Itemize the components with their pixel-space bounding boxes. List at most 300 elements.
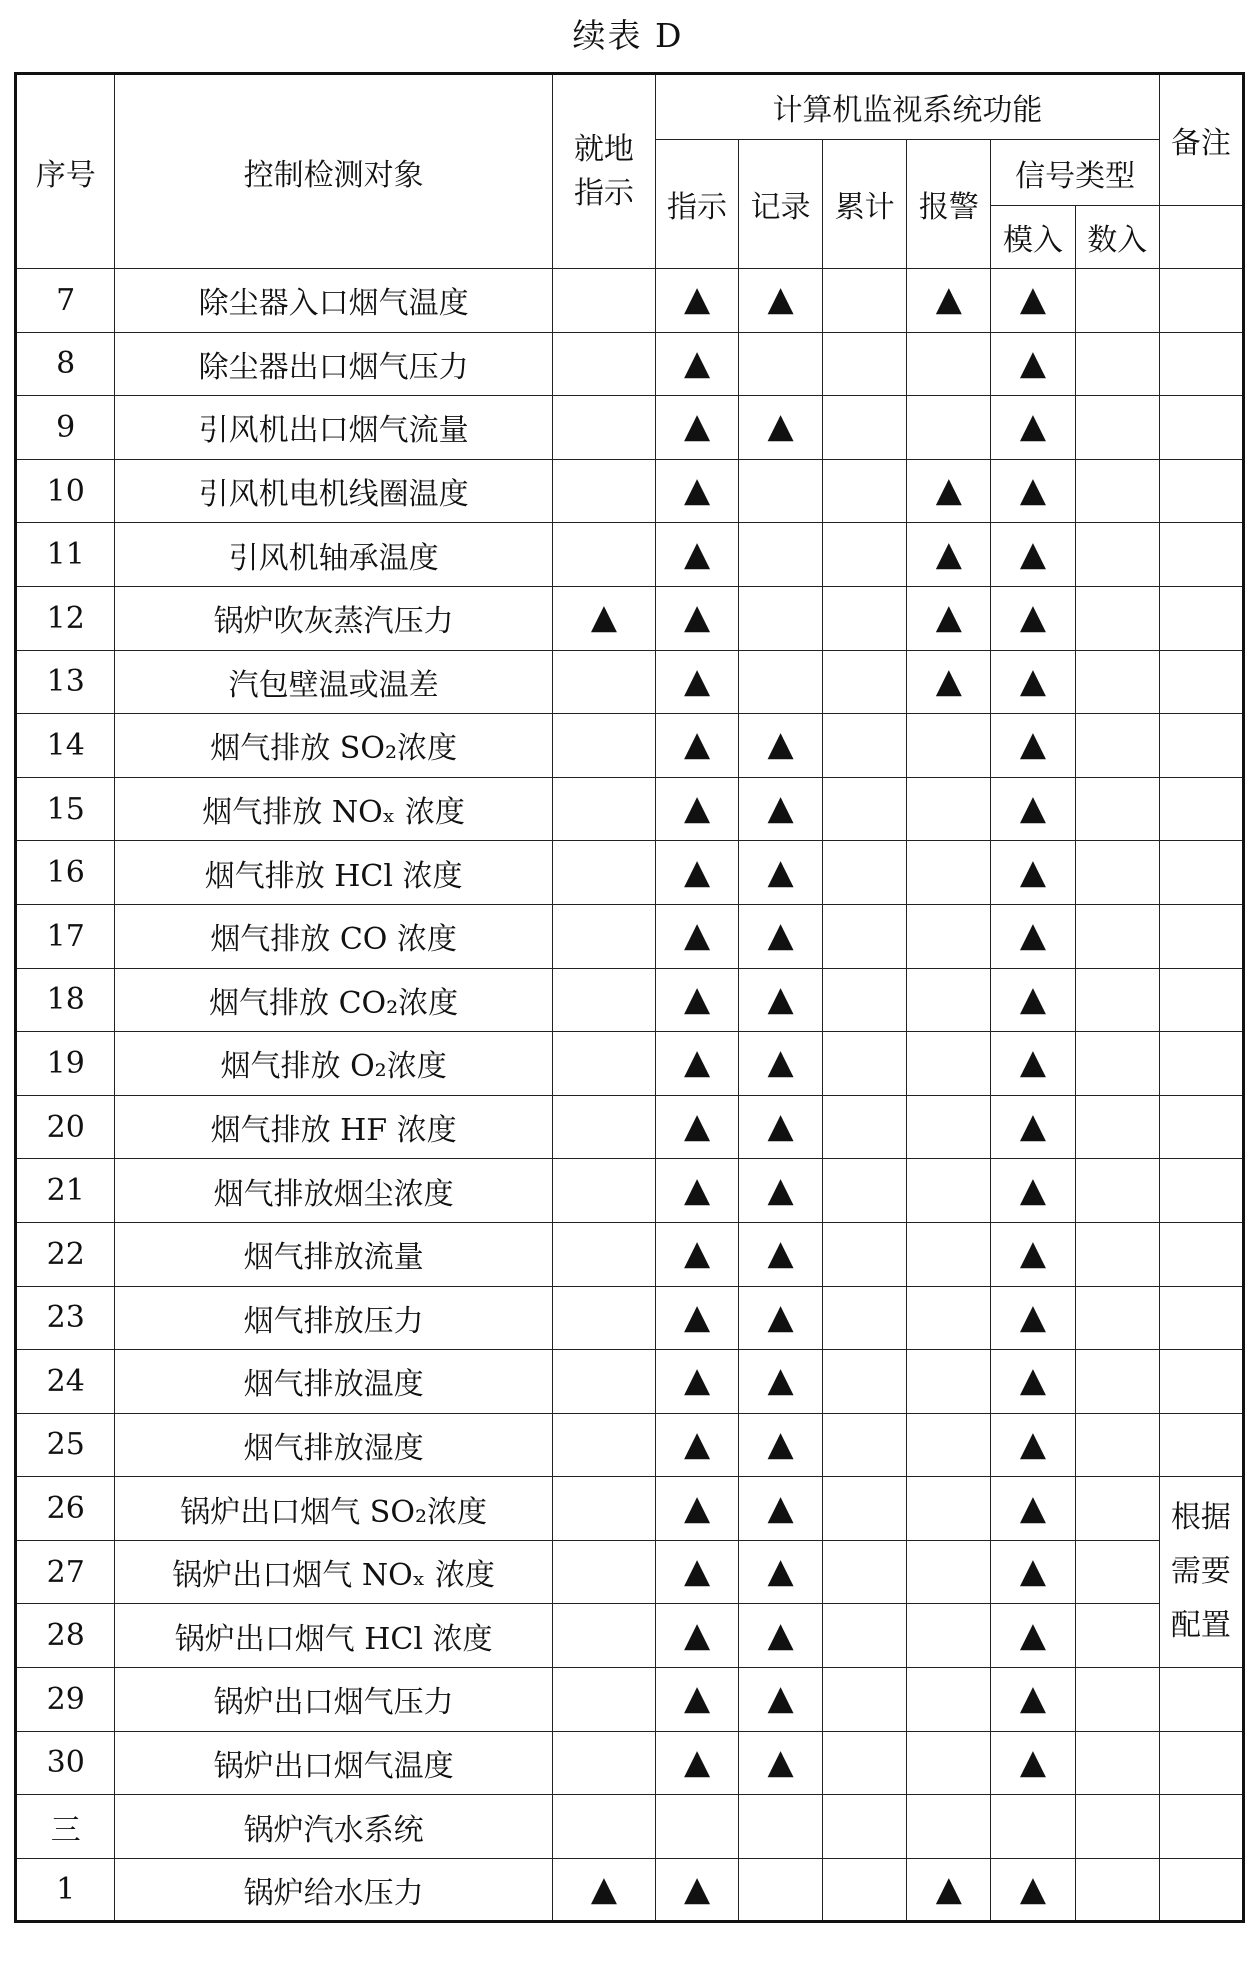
cell-alarm bbox=[907, 1413, 991, 1477]
cell-indicate bbox=[656, 1032, 739, 1096]
cell-alarm bbox=[907, 396, 991, 460]
cell-digital-input bbox=[1075, 396, 1159, 460]
table-row bbox=[16, 1731, 1244, 1795]
cell-local-indicate bbox=[552, 1159, 655, 1223]
header-signal-type: 信号类型 bbox=[991, 140, 1159, 206]
triangle-mark-icon: ▲ bbox=[935, 533, 962, 574]
row-object: 烟气排放 NOₓ 浓度 bbox=[115, 777, 552, 841]
cell-remark bbox=[1159, 459, 1243, 523]
table-row bbox=[16, 714, 1244, 778]
cell-record bbox=[738, 1477, 822, 1541]
cell-indicate bbox=[656, 1540, 739, 1604]
cell-analog-input bbox=[991, 1795, 1075, 1859]
cell-remark bbox=[1159, 332, 1243, 396]
cell-local-indicate bbox=[552, 777, 655, 841]
header-accumulate: 累计 bbox=[823, 140, 907, 269]
triangle-mark-icon: ▲ bbox=[767, 1296, 794, 1337]
cell-analog-input bbox=[991, 1032, 1075, 1096]
table-row bbox=[16, 1795, 1244, 1859]
cell-accumulate bbox=[823, 1858, 907, 1922]
row-object: 烟气排放烟尘浓度 bbox=[115, 1159, 552, 1223]
triangle-mark-icon: ▲ bbox=[1019, 1614, 1047, 1655]
cell-digital-input bbox=[1075, 777, 1159, 841]
cell-alarm bbox=[907, 968, 991, 1032]
triangle-mark-icon: ▲ bbox=[1019, 915, 1047, 956]
cell-indicate bbox=[656, 904, 739, 968]
triangle-mark-icon: ▲ bbox=[935, 279, 962, 320]
triangle-mark-icon: ▲ bbox=[767, 1169, 794, 1210]
cell-accumulate bbox=[823, 1159, 907, 1223]
triangle-mark-icon: ▲ bbox=[1019, 1169, 1047, 1210]
header-remark: 备注 bbox=[1159, 74, 1243, 206]
cell-alarm bbox=[907, 650, 991, 714]
cell-accumulate bbox=[823, 459, 907, 523]
cell-digital-input bbox=[1075, 714, 1159, 778]
cell-indicate bbox=[656, 332, 739, 396]
cell-record bbox=[738, 777, 822, 841]
cell-indicate bbox=[656, 1286, 739, 1350]
triangle-mark-icon: ▲ bbox=[683, 1741, 711, 1782]
header-local-line2: 指示 bbox=[573, 175, 634, 211]
cell-analog-input bbox=[991, 1286, 1075, 1350]
triangle-mark-icon: ▲ bbox=[935, 470, 962, 511]
triangle-mark-icon: ▲ bbox=[683, 342, 711, 383]
row-seq: 1 bbox=[16, 1858, 115, 1922]
cell-record bbox=[738, 1731, 822, 1795]
cell-accumulate bbox=[823, 1032, 907, 1096]
cell-indicate bbox=[656, 1159, 739, 1223]
row-object: 锅炉出口烟气温度 bbox=[115, 1731, 552, 1795]
triangle-mark-icon: ▲ bbox=[683, 1423, 711, 1464]
row-object: 除尘器出口烟气压力 bbox=[115, 332, 552, 396]
cell-alarm bbox=[907, 586, 991, 650]
triangle-mark-icon: ▲ bbox=[767, 1360, 794, 1401]
row-seq: 28 bbox=[16, 1604, 115, 1668]
cell-record bbox=[738, 1159, 822, 1223]
triangle-mark-icon: ▲ bbox=[683, 1169, 711, 1210]
cell-local-indicate bbox=[552, 396, 655, 460]
cell-accumulate bbox=[823, 1731, 907, 1795]
cell-accumulate bbox=[823, 1413, 907, 1477]
cell-remark bbox=[1159, 1222, 1243, 1286]
cell-remark bbox=[1159, 1032, 1243, 1096]
triangle-mark-icon: ▲ bbox=[767, 1106, 794, 1147]
header-digital-input: 数入 bbox=[1075, 206, 1159, 269]
cell-analog-input bbox=[991, 1858, 1075, 1922]
table-row bbox=[16, 459, 1244, 523]
cell-digital-input bbox=[1075, 1032, 1159, 1096]
header-remark-blank bbox=[1159, 206, 1243, 269]
page-title: 续表 D bbox=[572, 16, 684, 55]
header-object: 控制检测对象 bbox=[115, 74, 552, 269]
row-object: 烟气排放压力 bbox=[115, 1286, 552, 1350]
cell-record bbox=[738, 1858, 822, 1922]
cell-remark bbox=[1159, 777, 1243, 841]
row-seq: 12 bbox=[16, 586, 115, 650]
cell-record bbox=[738, 1668, 822, 1732]
row-seq: 19 bbox=[16, 1032, 115, 1096]
triangle-mark-icon: ▲ bbox=[683, 597, 711, 638]
row-object: 锅炉出口烟气 HCl 浓度 bbox=[115, 1604, 552, 1668]
row-object: 引风机出口烟气流量 bbox=[115, 396, 552, 460]
cell-local-indicate bbox=[552, 968, 655, 1032]
cell-local-indicate bbox=[552, 523, 655, 587]
cell-record bbox=[738, 332, 822, 396]
table-row bbox=[16, 1095, 1244, 1159]
cell-alarm bbox=[907, 523, 991, 587]
cell-local-indicate bbox=[552, 1413, 655, 1477]
cell-accumulate bbox=[823, 586, 907, 650]
cell-local-indicate bbox=[552, 1858, 655, 1922]
table-row bbox=[16, 1222, 1244, 1286]
cell-indicate bbox=[656, 523, 739, 587]
triangle-mark-icon: ▲ bbox=[683, 1487, 711, 1528]
triangle-mark-icon: ▲ bbox=[1019, 279, 1047, 320]
cell-accumulate bbox=[823, 1477, 907, 1541]
triangle-mark-icon: ▲ bbox=[1019, 1487, 1047, 1528]
triangle-mark-icon: ▲ bbox=[1019, 851, 1047, 892]
cell-record bbox=[738, 968, 822, 1032]
cell-analog-input bbox=[991, 1604, 1075, 1668]
triangle-mark-icon: ▲ bbox=[767, 1551, 794, 1592]
cell-digital-input bbox=[1075, 1858, 1159, 1922]
cell-record bbox=[738, 904, 822, 968]
cell-local-indicate bbox=[552, 1095, 655, 1159]
cell-alarm bbox=[907, 1477, 991, 1541]
triangle-mark-icon: ▲ bbox=[1019, 533, 1047, 574]
cell-remark bbox=[1159, 714, 1243, 778]
cell-local-indicate bbox=[552, 714, 655, 778]
triangle-mark-icon: ▲ bbox=[683, 1868, 711, 1909]
triangle-mark-icon: ▲ bbox=[935, 597, 962, 638]
row-seq: 22 bbox=[16, 1222, 115, 1286]
cell-analog-input bbox=[991, 1095, 1075, 1159]
header-local-indication bbox=[552, 74, 655, 269]
cell-remark bbox=[1159, 1858, 1243, 1922]
triangle-mark-icon: ▲ bbox=[767, 915, 794, 956]
triangle-mark-icon: ▲ bbox=[1019, 1042, 1047, 1083]
cell-remark bbox=[1159, 586, 1243, 650]
table-row bbox=[16, 904, 1244, 968]
table-row bbox=[16, 1668, 1244, 1732]
cell-remark bbox=[1159, 1413, 1243, 1477]
triangle-mark-icon: ▲ bbox=[1019, 342, 1047, 383]
cell-accumulate bbox=[823, 523, 907, 587]
triangle-mark-icon: ▲ bbox=[767, 1423, 794, 1464]
cell-record bbox=[738, 1095, 822, 1159]
table-row bbox=[16, 396, 1244, 460]
table-row bbox=[16, 1286, 1244, 1350]
cell-analog-input bbox=[991, 1350, 1075, 1414]
cell-accumulate bbox=[823, 777, 907, 841]
cell-accumulate bbox=[823, 332, 907, 396]
remark-configure-as-needed bbox=[1159, 1477, 1243, 1668]
triangle-mark-icon: ▲ bbox=[1019, 470, 1047, 511]
cell-analog-input bbox=[991, 332, 1075, 396]
cell-digital-input bbox=[1075, 1795, 1159, 1859]
cell-indicate bbox=[656, 1668, 739, 1732]
cell-record bbox=[738, 1350, 822, 1414]
row-object: 烟气排放 SO₂浓度 bbox=[115, 714, 552, 778]
cell-remark bbox=[1159, 269, 1243, 333]
row-seq: 三 bbox=[16, 1795, 115, 1859]
cell-local-indicate bbox=[552, 1668, 655, 1732]
table-body bbox=[16, 269, 1244, 1922]
cell-digital-input bbox=[1075, 1286, 1159, 1350]
cell-digital-input bbox=[1075, 1222, 1159, 1286]
cell-alarm bbox=[907, 332, 991, 396]
header-alarm: 报警 bbox=[907, 140, 991, 269]
triangle-mark-icon: ▲ bbox=[1019, 1868, 1047, 1909]
row-seq: 24 bbox=[16, 1350, 115, 1414]
row-object: 锅炉给水压力 bbox=[115, 1858, 552, 1922]
cell-record bbox=[738, 1222, 822, 1286]
cell-indicate bbox=[656, 841, 739, 905]
cell-record bbox=[738, 523, 822, 587]
row-seq: 27 bbox=[16, 1540, 115, 1604]
cell-local-indicate bbox=[552, 1477, 655, 1541]
table-row bbox=[16, 777, 1244, 841]
triangle-mark-icon: ▲ bbox=[683, 1296, 711, 1337]
row-object: 引风机轴承温度 bbox=[115, 523, 552, 587]
cell-alarm bbox=[907, 1668, 991, 1732]
cell-alarm bbox=[907, 459, 991, 523]
cell-indicate bbox=[656, 1858, 739, 1922]
cell-indicate bbox=[656, 459, 739, 523]
cell-alarm bbox=[907, 904, 991, 968]
triangle-mark-icon: ▲ bbox=[683, 1551, 711, 1592]
table-row bbox=[16, 1604, 1244, 1668]
row-object: 烟气排放 O₂浓度 bbox=[115, 1032, 552, 1096]
cell-alarm bbox=[907, 1540, 991, 1604]
row-seq: 17 bbox=[16, 904, 115, 968]
cell-analog-input bbox=[991, 396, 1075, 460]
header-indicate: 指示 bbox=[656, 140, 739, 269]
cell-analog-input bbox=[991, 1222, 1075, 1286]
table-row bbox=[16, 1350, 1244, 1414]
cell-digital-input bbox=[1075, 1668, 1159, 1732]
cell-alarm bbox=[907, 1731, 991, 1795]
row-seq: 13 bbox=[16, 650, 115, 714]
triangle-mark-icon: ▲ bbox=[683, 279, 711, 320]
cell-local-indicate bbox=[552, 1286, 655, 1350]
cell-remark bbox=[1159, 1795, 1243, 1859]
cell-alarm bbox=[907, 1604, 991, 1668]
table-row bbox=[16, 586, 1244, 650]
row-seq: 20 bbox=[16, 1095, 115, 1159]
triangle-mark-icon: ▲ bbox=[1019, 724, 1047, 765]
cell-analog-input bbox=[991, 1477, 1075, 1541]
triangle-mark-icon: ▲ bbox=[767, 1678, 794, 1719]
cell-indicate bbox=[656, 650, 739, 714]
triangle-mark-icon: ▲ bbox=[683, 978, 711, 1019]
cell-accumulate bbox=[823, 1222, 907, 1286]
row-seq: 29 bbox=[16, 1668, 115, 1732]
triangle-mark-icon: ▲ bbox=[767, 851, 794, 892]
cell-remark bbox=[1159, 1350, 1243, 1414]
table-row bbox=[16, 523, 1244, 587]
cell-indicate bbox=[656, 968, 739, 1032]
cell-analog-input bbox=[991, 269, 1075, 333]
cell-analog-input bbox=[991, 1159, 1075, 1223]
cell-alarm bbox=[907, 1032, 991, 1096]
row-seq: 11 bbox=[16, 523, 115, 587]
row-seq: 16 bbox=[16, 841, 115, 905]
cell-alarm bbox=[907, 1159, 991, 1223]
cell-local-indicate bbox=[552, 1604, 655, 1668]
cell-analog-input bbox=[991, 777, 1075, 841]
cell-remark bbox=[1159, 523, 1243, 587]
triangle-mark-icon: ▲ bbox=[767, 279, 794, 320]
cell-digital-input bbox=[1075, 586, 1159, 650]
cell-alarm bbox=[907, 714, 991, 778]
cell-record bbox=[738, 1413, 822, 1477]
cell-indicate bbox=[656, 1095, 739, 1159]
cell-remark bbox=[1159, 1159, 1243, 1223]
cell-record bbox=[738, 841, 822, 905]
triangle-mark-icon: ▲ bbox=[683, 851, 711, 892]
table-row bbox=[16, 332, 1244, 396]
row-object: 锅炉吹灰蒸汽压力 bbox=[115, 586, 552, 650]
table-row bbox=[16, 1413, 1244, 1477]
cell-accumulate bbox=[823, 1095, 907, 1159]
cell-alarm bbox=[907, 1222, 991, 1286]
triangle-mark-icon: ▲ bbox=[767, 1614, 794, 1655]
cell-digital-input bbox=[1075, 841, 1159, 905]
cell-local-indicate bbox=[552, 1032, 655, 1096]
cell-indicate bbox=[656, 1413, 739, 1477]
table-row bbox=[16, 1477, 1244, 1541]
cell-accumulate bbox=[823, 650, 907, 714]
cell-digital-input bbox=[1075, 269, 1159, 333]
remark-line1: 根据 bbox=[1170, 1500, 1231, 1536]
triangle-mark-icon: ▲ bbox=[1019, 1678, 1047, 1719]
cell-record bbox=[738, 1032, 822, 1096]
cell-accumulate bbox=[823, 269, 907, 333]
row-seq: 30 bbox=[16, 1731, 115, 1795]
row-seq: 23 bbox=[16, 1286, 115, 1350]
cell-analog-input bbox=[991, 1540, 1075, 1604]
cell-accumulate bbox=[823, 1604, 907, 1668]
cell-remark bbox=[1159, 1668, 1243, 1732]
cell-local-indicate bbox=[552, 1795, 655, 1859]
triangle-mark-icon: ▲ bbox=[1019, 1423, 1047, 1464]
triangle-mark-icon: ▲ bbox=[935, 1868, 962, 1909]
triangle-mark-icon: ▲ bbox=[683, 406, 711, 447]
header-local-line1: 就地 bbox=[573, 132, 634, 167]
row-seq: 21 bbox=[16, 1159, 115, 1223]
cell-digital-input bbox=[1075, 1477, 1159, 1541]
row-object: 烟气排放温度 bbox=[115, 1350, 552, 1414]
cell-remark bbox=[1159, 841, 1243, 905]
cell-local-indicate bbox=[552, 459, 655, 523]
cell-accumulate bbox=[823, 904, 907, 968]
cell-digital-input bbox=[1075, 1095, 1159, 1159]
header-record: 记录 bbox=[738, 140, 822, 269]
cell-local-indicate bbox=[552, 650, 655, 714]
cell-record bbox=[738, 1795, 822, 1859]
cell-analog-input bbox=[991, 968, 1075, 1032]
triangle-mark-icon: ▲ bbox=[767, 406, 794, 447]
cell-record bbox=[738, 459, 822, 523]
remark-line2: 需要 bbox=[1170, 1554, 1231, 1590]
cell-record bbox=[738, 1286, 822, 1350]
row-object: 烟气排放流量 bbox=[115, 1222, 552, 1286]
cell-remark bbox=[1159, 1286, 1243, 1350]
cell-record bbox=[738, 586, 822, 650]
table-row bbox=[16, 841, 1244, 905]
cell-digital-input bbox=[1075, 1413, 1159, 1477]
triangle-mark-icon: ▲ bbox=[683, 1678, 711, 1719]
triangle-mark-icon: ▲ bbox=[1019, 1551, 1047, 1592]
row-object: 烟气排放 HCl 浓度 bbox=[115, 841, 552, 905]
cell-record bbox=[738, 396, 822, 460]
cell-accumulate bbox=[823, 968, 907, 1032]
cell-accumulate bbox=[823, 1350, 907, 1414]
header-analog-input: 模入 bbox=[991, 206, 1075, 269]
cell-accumulate bbox=[823, 396, 907, 460]
cell-digital-input bbox=[1075, 1350, 1159, 1414]
cell-alarm bbox=[907, 1795, 991, 1859]
cell-analog-input bbox=[991, 1668, 1075, 1732]
cell-digital-input bbox=[1075, 332, 1159, 396]
cell-local-indicate bbox=[552, 1350, 655, 1414]
row-object: 烟气排放 CO₂浓度 bbox=[115, 968, 552, 1032]
row-object: 锅炉出口烟气 SO₂浓度 bbox=[115, 1477, 552, 1541]
cell-alarm bbox=[907, 1858, 991, 1922]
cell-remark bbox=[1159, 650, 1243, 714]
triangle-mark-icon: ▲ bbox=[683, 533, 711, 574]
cell-local-indicate bbox=[552, 269, 655, 333]
instrument-table bbox=[14, 72, 1245, 1923]
cell-indicate bbox=[656, 1350, 739, 1414]
cell-analog-input bbox=[991, 523, 1075, 587]
cell-digital-input bbox=[1075, 968, 1159, 1032]
cell-remark bbox=[1159, 968, 1243, 1032]
triangle-mark-icon: ▲ bbox=[683, 915, 711, 956]
cell-digital-input bbox=[1075, 904, 1159, 968]
cell-local-indicate bbox=[552, 332, 655, 396]
triangle-mark-icon: ▲ bbox=[767, 1487, 794, 1528]
remark-line3: 配置 bbox=[1170, 1608, 1231, 1644]
triangle-mark-icon: ▲ bbox=[683, 1042, 711, 1083]
cell-local-indicate bbox=[552, 1731, 655, 1795]
cell-record bbox=[738, 714, 822, 778]
cell-local-indicate bbox=[552, 1540, 655, 1604]
cell-digital-input bbox=[1075, 1540, 1159, 1604]
cell-alarm bbox=[907, 841, 991, 905]
triangle-mark-icon: ▲ bbox=[1019, 406, 1047, 447]
cell-accumulate bbox=[823, 1668, 907, 1732]
cell-record bbox=[738, 650, 822, 714]
cell-analog-input bbox=[991, 1413, 1075, 1477]
header-seq: 序号 bbox=[16, 74, 115, 269]
cell-indicate bbox=[656, 1604, 739, 1668]
cell-record bbox=[738, 1540, 822, 1604]
triangle-mark-icon: ▲ bbox=[767, 1741, 794, 1782]
row-seq: 9 bbox=[16, 396, 115, 460]
table-row bbox=[16, 1159, 1244, 1223]
triangle-mark-icon: ▲ bbox=[683, 1106, 711, 1147]
cell-local-indicate bbox=[552, 1222, 655, 1286]
triangle-mark-icon: ▲ bbox=[683, 1233, 711, 1274]
triangle-mark-icon: ▲ bbox=[590, 1868, 618, 1909]
table-row bbox=[16, 269, 1244, 333]
cell-accumulate bbox=[823, 714, 907, 778]
row-object: 除尘器入口烟气温度 bbox=[115, 269, 552, 333]
cell-indicate bbox=[656, 714, 739, 778]
triangle-mark-icon: ▲ bbox=[767, 788, 794, 829]
